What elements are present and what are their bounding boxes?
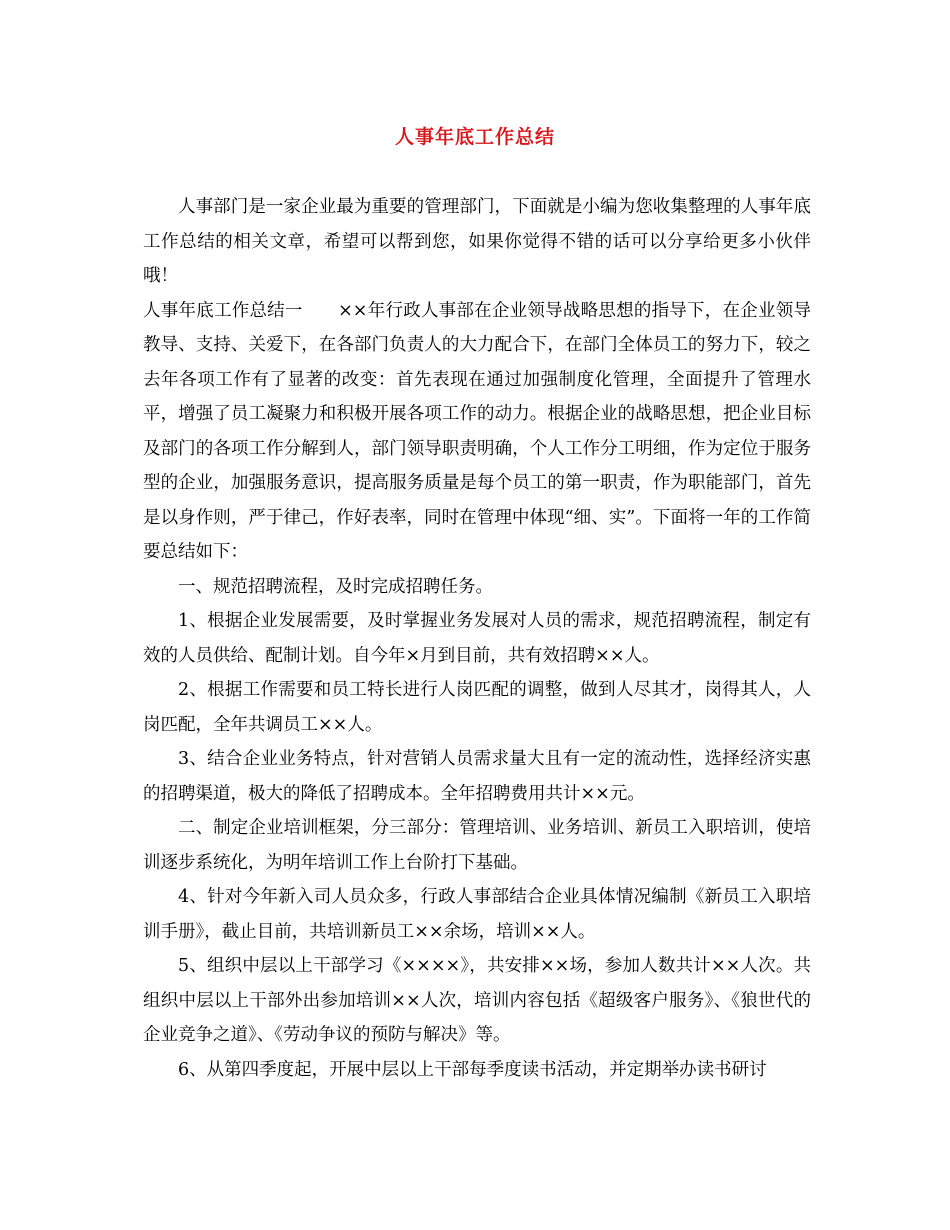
section-heading-recruitment: 一、规范招聘流程，及时完成招聘任务。 [178,576,493,597]
document-title: 人事年底工作总结 [394,126,555,148]
document-body [143,190,811,1087]
list-item-5: 5、组织中层以上干部学习《××××》，共安排××场，参加人数共计××人次。共组织中层以上干部外出参加培训××人次，培训内容包括《超级客户服务》、《狼世代的企业竞争之道》、《劳动争议的预防与解决》等。 [143,956,811,1045]
list-item-1: 1、根据企业发展需要，及时掌握业务发展对人员的需求，规范招聘流程，制定有效的人员供给、配制计划。自今年×月到目前，共有效招聘××人。 [143,611,811,666]
list-item-3: 3、结合企业业务特点，针对营销人员需求量大且有一定的流动性，选择经济实惠的招聘渠道，极大的降低了招聘成本。全年招聘费用共计××元。 [143,749,811,804]
summary-one-paragraph: 人事年底工作总结一 ××年行政人事部在企业领导战略思想的指导下，在企业领导教导、支持、关爱下，在各部门负责人的大力配合下，在部门全体员工的努力下，较之去年各项工作有了显著的改变：首先表现在通过加强制度化管理，全面提升了管理水平，增强了员工凝聚力和积极开展各项工作的动力。根据企业的战略思想，把企业目标及部门的各项工作分解到人，部门领导职责明确，个人工作分工明细，作为定位于服务型的企业，加强服务意识，提高服务质量是每个员工的第一职责，作为职能部门，首先是以身作则，严于律己，作好表率，同时在管理中体现“细、实”。下面将一年的工作简要总结如下： [143,300,811,562]
list-item-4: 4、针对今年新入司人员众多，行政人事部结合企业具体情况编制《新员工入职培训手册》，截止目前，共培训新员工××余场，培训××人。 [143,887,811,942]
section-heading-training: 二、制定企业培训框架，分三部分：管理培训、业务培训、新员工入职培训，使培训逐步系统化，为明年培训工作上台阶打下基础。 [143,818,811,873]
list-item-6: 6、从第四季度起，开展中层以上干部每季度读书活动，并定期举办读书研讨 [178,1059,767,1080]
list-item-2: 2、根据工作需要和员工特长进行人岗匹配的调整，做到人尽其才，岗得其人，人岗匹配，全年共调员工××人。 [143,680,811,735]
intro-paragraph: 人事部门是一家企业最为重要的管理部门，下面就是小编为您收集整理的人事年底工作总结的相关文章，希望可以帮到您，如果你觉得不错的话可以分享给更多小伙伴哦！ [143,197,811,286]
